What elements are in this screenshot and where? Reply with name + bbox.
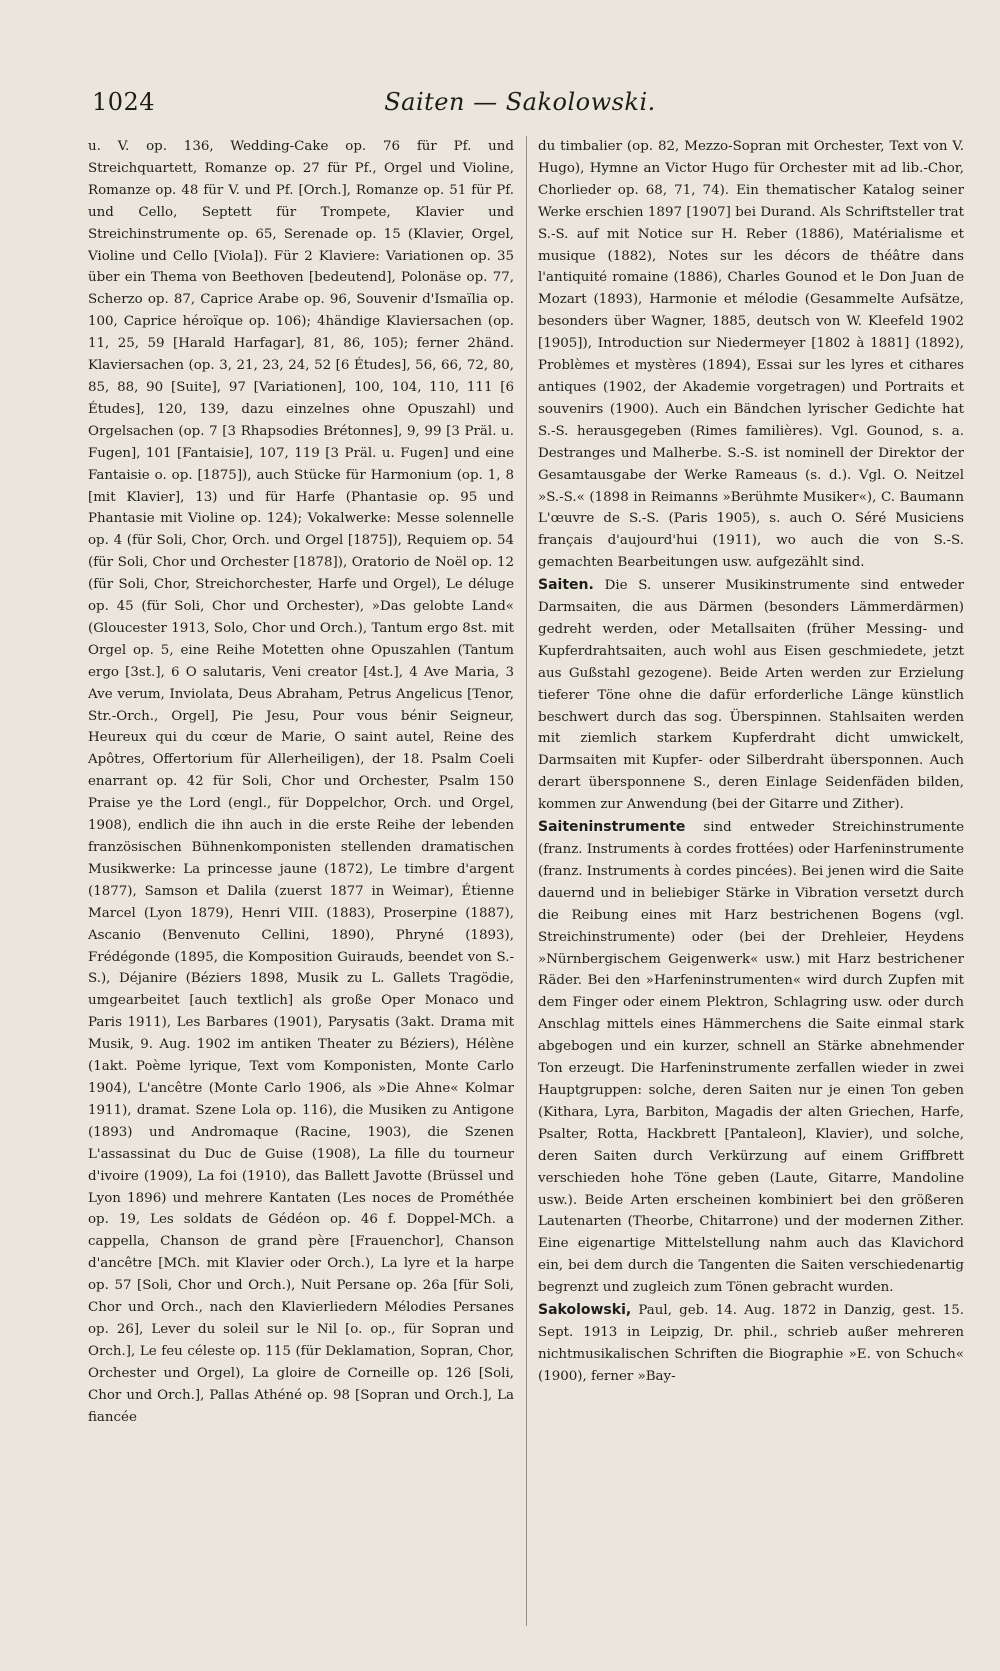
entry-sakolowski-text: Paul, geb. 14. Aug. 1872 in Danzig, gest. 15. Sept. 1913 in Leipzig, Dr. phil., schrieb außer mehreren nichtmusikalischen Schriften die Biographie »E. von Schuch« (1900), ferner »Bay-: [538, 1303, 964, 1384]
lemma-sakolowski: Sakolowski,: [538, 1302, 632, 1319]
text-columns: [88, 136, 964, 1636]
page-header: [92, 88, 948, 124]
left-column-paragraph: u. V. op. 136, Wedding-Cake op. 76 für Pf. und Streichquartett, Romanze op. 27 für Pf., Orgel und Violine, Romanze op. 48 für V. und Pf. [Orch.], Romanze op. 51 für Pf. und Cello, Septett für Trompete, Klavier und Streichinstrumente op. 65, Serenade op. 15 (Klavier, Orgel, Violine und Cello [Viola]). Für 2 Klaviere: Variationen op. 35 über ein Thema von Beethoven [bedeutend], Polonäse op. 77, Scherzo op. 87, Caprice Arabe op. 96, Souvenir d'Ismaïlia op. 100, Caprice héroïque op. 106); 4händige Klaviersachen (op. 11, 25, 59 [Harald Harfagar], 81, 86, 105); ferner 2händ. Klaviersachen (op. 3, 21, 23, 24, 52 [6 Études], 56, 66, 72, 80, 85, 88, 90 [Suite], 97 [Variationen], 100, 104, 110, 111 [6 Études], 120, 139, dazu einzelnes ohne Opuszahl) und Orgelsachen (op. 7 [3 Rhapsodies Brétonnes], 9, 99 [3 Präl. u. Fugen], 101 [Fantaisie], 107, 119 [3 Präl. u. Fugen] und eine Fantaisie o. op. [1875]), auch Stücke für Harmonium (op. 1, 8 [mit Klavier], 13) und für Harfe (Phantasie op. 95 und Phantasie mit Violine op. 124); Vokalwerke: Messe solennelle op. 4 (für Soli, Chor, Orch. und Orgel [1875]), Requiem op. 54 (für Soli, Chor und Orchester [1878]), Oratorio de Noël op. 12 (für Soli, Chor, Streichorchester, Harfe und Orgel), Le déluge op. 45 (für Soli, Chor und Orchester), »Das gelobte Land« (Gloucester 1913, Solo, Chor und Orch.), Tantum ergo 8st. mit Orgel op. 5, eine Reihe Motetten ohne Opuszahlen (Tantum ergo [3st.], 6 O salutaris, Veni creator [4st.], 4 Ave Maria, 3 Ave verum, Inviolata, Deus Abraham, Petrus Angelicus [Tenor, Str.-Orch., Orgel], Pie Jesu, Pour vous bénir Seigneur, Heureux qui du cœur de Marie, O saint autel, Reine des Apôtres, Offertorium für Allerheiligen), der 18. Psalm Coeli enarrant op. 42 für Soli, Chor und Orchester, Psalm 150 Praise ye the Lord (engl., für Doppelchor, Orch. und Orgel, 1908), endlich die ihn auch in die erste Reihe der lebenden französischen Bühnenkomponisten stellenden dramatischen Musikwerke: La princesse jaune (1872), Le timbre d'argent (1877), Samson et Dalila (zuerst 1877 in Weimar), Étienne Marcel (Lyon 1879), Henri VIII. (1883), Proserpine (1887), Ascanio (Benvenuto Cellini, 1890), Phryné (1893), Frédégonde (1895, die Komposition Guirauds, beendet von S.-S.), Déjanire (Béziers 1898, Musik zu L. Gallets Tragödie, umgearbeitet [auch textlich] als große Oper Monaco und Paris 1911), Les Barbares (1901), Parysatis (3akt. Drama mit Musik, 9. Aug. 1902 im antiken Theater zu Béziers), Hélène (1akt. Poème lyrique, Text vom Komponisten, Monte Carlo 1904), L'ancêtre (Monte Carlo 1906, als »Die Ahne« Kolmar 1911), dramat. Szene Lola op. 116), die Musiken zu Antigone (1893) und Andromaque (Racine, 1903), die Szenen L'assassinat du Duc de Guise (1908), La fille du tourneur d'ivoire (1909), La foi (1910), das Ballett Javotte (Brüssel und Lyon 1896) und mehrere Kantaten (Les noces de Prométhée op. 19, Les soldats de Gédéon op. 46 f. Doppel-MCh. a cappella, Chanson de grand père [Frauenchor], Chanson d'ancêtre [MCh. mit Klavier oder Orch.), La lyre et la harpe op. 57 [Soli, Chor und Orch.), Nuit Persane op. 26a [für Soli, Chor und Orch., nach den Klavierliedern Mélodies Persanes op. 26], Lever du soleil sur le Nil [o. op., für Sopran und Orch.], Le feu céleste op. 115 (für Deklamation, Sopran, Chor, Orchester und Orgel), La gloire de Corneille op. 126 [Soli, Chor und Orch.], Pallas Athéné op. 98 [Sopran und Orch.], La fiancée: [88, 139, 514, 1425]
entry-saiten: [538, 575, 964, 816]
right-column: [538, 136, 964, 1626]
entry-saiten-text: Die S. unserer Musikinstrumente sind entweder Darmsaiten, die aus Därmen (besonders Lämmerdärmen) gedreht werden, oder Metallsaiten (früher Messing- und Kupferdrahtsaiten, auch wohl aus Eisen geschmiedete, jetzt aus Gußstahl gezogene). Beide Arten werden zur Erzielung tieferer Töne ohne die dafür erforderliche Länge künstlich beschwert durch das sog. Überspinnen. Stahlsaiten werden mit ziemlich starkem Kupferdraht dicht umwickelt, Darmsaiten mit Kupfer- oder Silberdraht übersponnen. Auch derart übersponnene S., deren Einlage Seidenfäden bilden, kommen zur Anwendung (bei der Gitarre und Zither).: [538, 578, 964, 813]
lemma-saiten: Saiten.: [538, 577, 594, 594]
left-column: [88, 136, 514, 1626]
lemma-saiteninstrumente: Saiteninstrumente: [538, 819, 686, 836]
entry-sakolowski: [538, 1300, 964, 1388]
entry-saiteninstrumente: [538, 817, 964, 1299]
column-divider: [526, 136, 527, 1626]
page-number: 1024: [92, 88, 156, 116]
right-column-paragraph: du timbalier (op. 82, Mezzo-Sopran mit Orchester, Text von V. Hugo), Hymne an Victor Hugo für Orchester mit ad lib.-Chor, Chorlieder op. 68, 71, 74). Ein thematischer Katalog seiner Werke erschien 1897 [1907] bei Durand. Als Schriftsteller trat S.-S. auf mit Notice sur H. Reber (1886), Matérialisme et musique (1882), Notes sur les décors de théâtre dans l'antiquité romaine (1886), Charles Gounod et le Don Juan de Mozart (1893), Harmonie et mélodie (Gesammelte Aufsätze, besonders über Wagner, 1885, deutsch von W. Kleefeld 1902 [1905]), Introduction sur Niedermeyer [1802 à 1881] (1892), Problèmes et mystères (1894), Essai sur les lyres et cithares antiques (1902, der Akademie vorgetragen) und Portraits et souvenirs (1900). Auch ein Bändchen lyrischer Gedichte hat S.-S. herausgegeben (Rimes familières). Vgl. Gounod, s. a. Destranges und Malherbe. S.-S. ist nominell der Direktor der Gesamtausgabe der Werke Rameaus (s. d.). Vgl. O. Neitzel »S.-S.« (1898 in Reimanns »Berühmte Musiker«), C. Baumann L'œuvre de S.-S. (Paris 1905), s. auch O. Séré Musiciens français d'aujourd'hui (1911), wo auch die von S.-S. gemachten Bearbeitungen usw. aufgezählt sind.: [538, 139, 964, 571]
entry-saiteninstrumente-text: sind entweder Streichinstrumente (franz. Instruments à cordes frottées) oder Harfeninstrumente (franz. Instruments à cordes pincées). Bei jenen wird die Saite dauernd und in beliebiger Stärke in Vibration versetzt durch die Reibung eines mit Harz bestrichenen Bogens (vgl. Streichinstrumente) oder (bei der Drehleier, Heydens »Nürnbergischem Geigenwerk« usw.) mit Harz bestrichener Räder. Bei den »Harfeninstrumenten« wird durch Zupfen mit dem Finger oder einem Plektron, Schlagring usw. oder durch Anschlag mittels eines Hämmerchens die Saite einmal stark abgebogen und ein kurzer, schnell an Stärke abnehmender Ton erzeugt. Die Harfeninstrumente zerfallen wieder in zwei Hauptgruppen: solche, deren Saiten nur je einen Ton geben (Kithara, Lyra, Barbiton, Magadis der alten Griechen, Harfe, Psalter, Rotta, Hackbrett [Pantaleon], Klavier), und solche, deren Saiten durch Verkürzung auf einem Griffbrett verschieden hohe Töne geben (Laute, Gitarre, Mandoline usw.). Beide Arten erscheinen kombiniert bei den größeren Lautenarten (Theorbe, Chitarrone) und der modernen Zither. Eine eigenartige Mittelstellung nahm auch das Klavichord ein, bei dem durch die Tangenten die Saiten verschiedenartig begrenzt und zugleich zum Tönen gebracht wurden.: [538, 820, 964, 1296]
running-head: Saiten — Sakolowski.: [384, 88, 656, 116]
